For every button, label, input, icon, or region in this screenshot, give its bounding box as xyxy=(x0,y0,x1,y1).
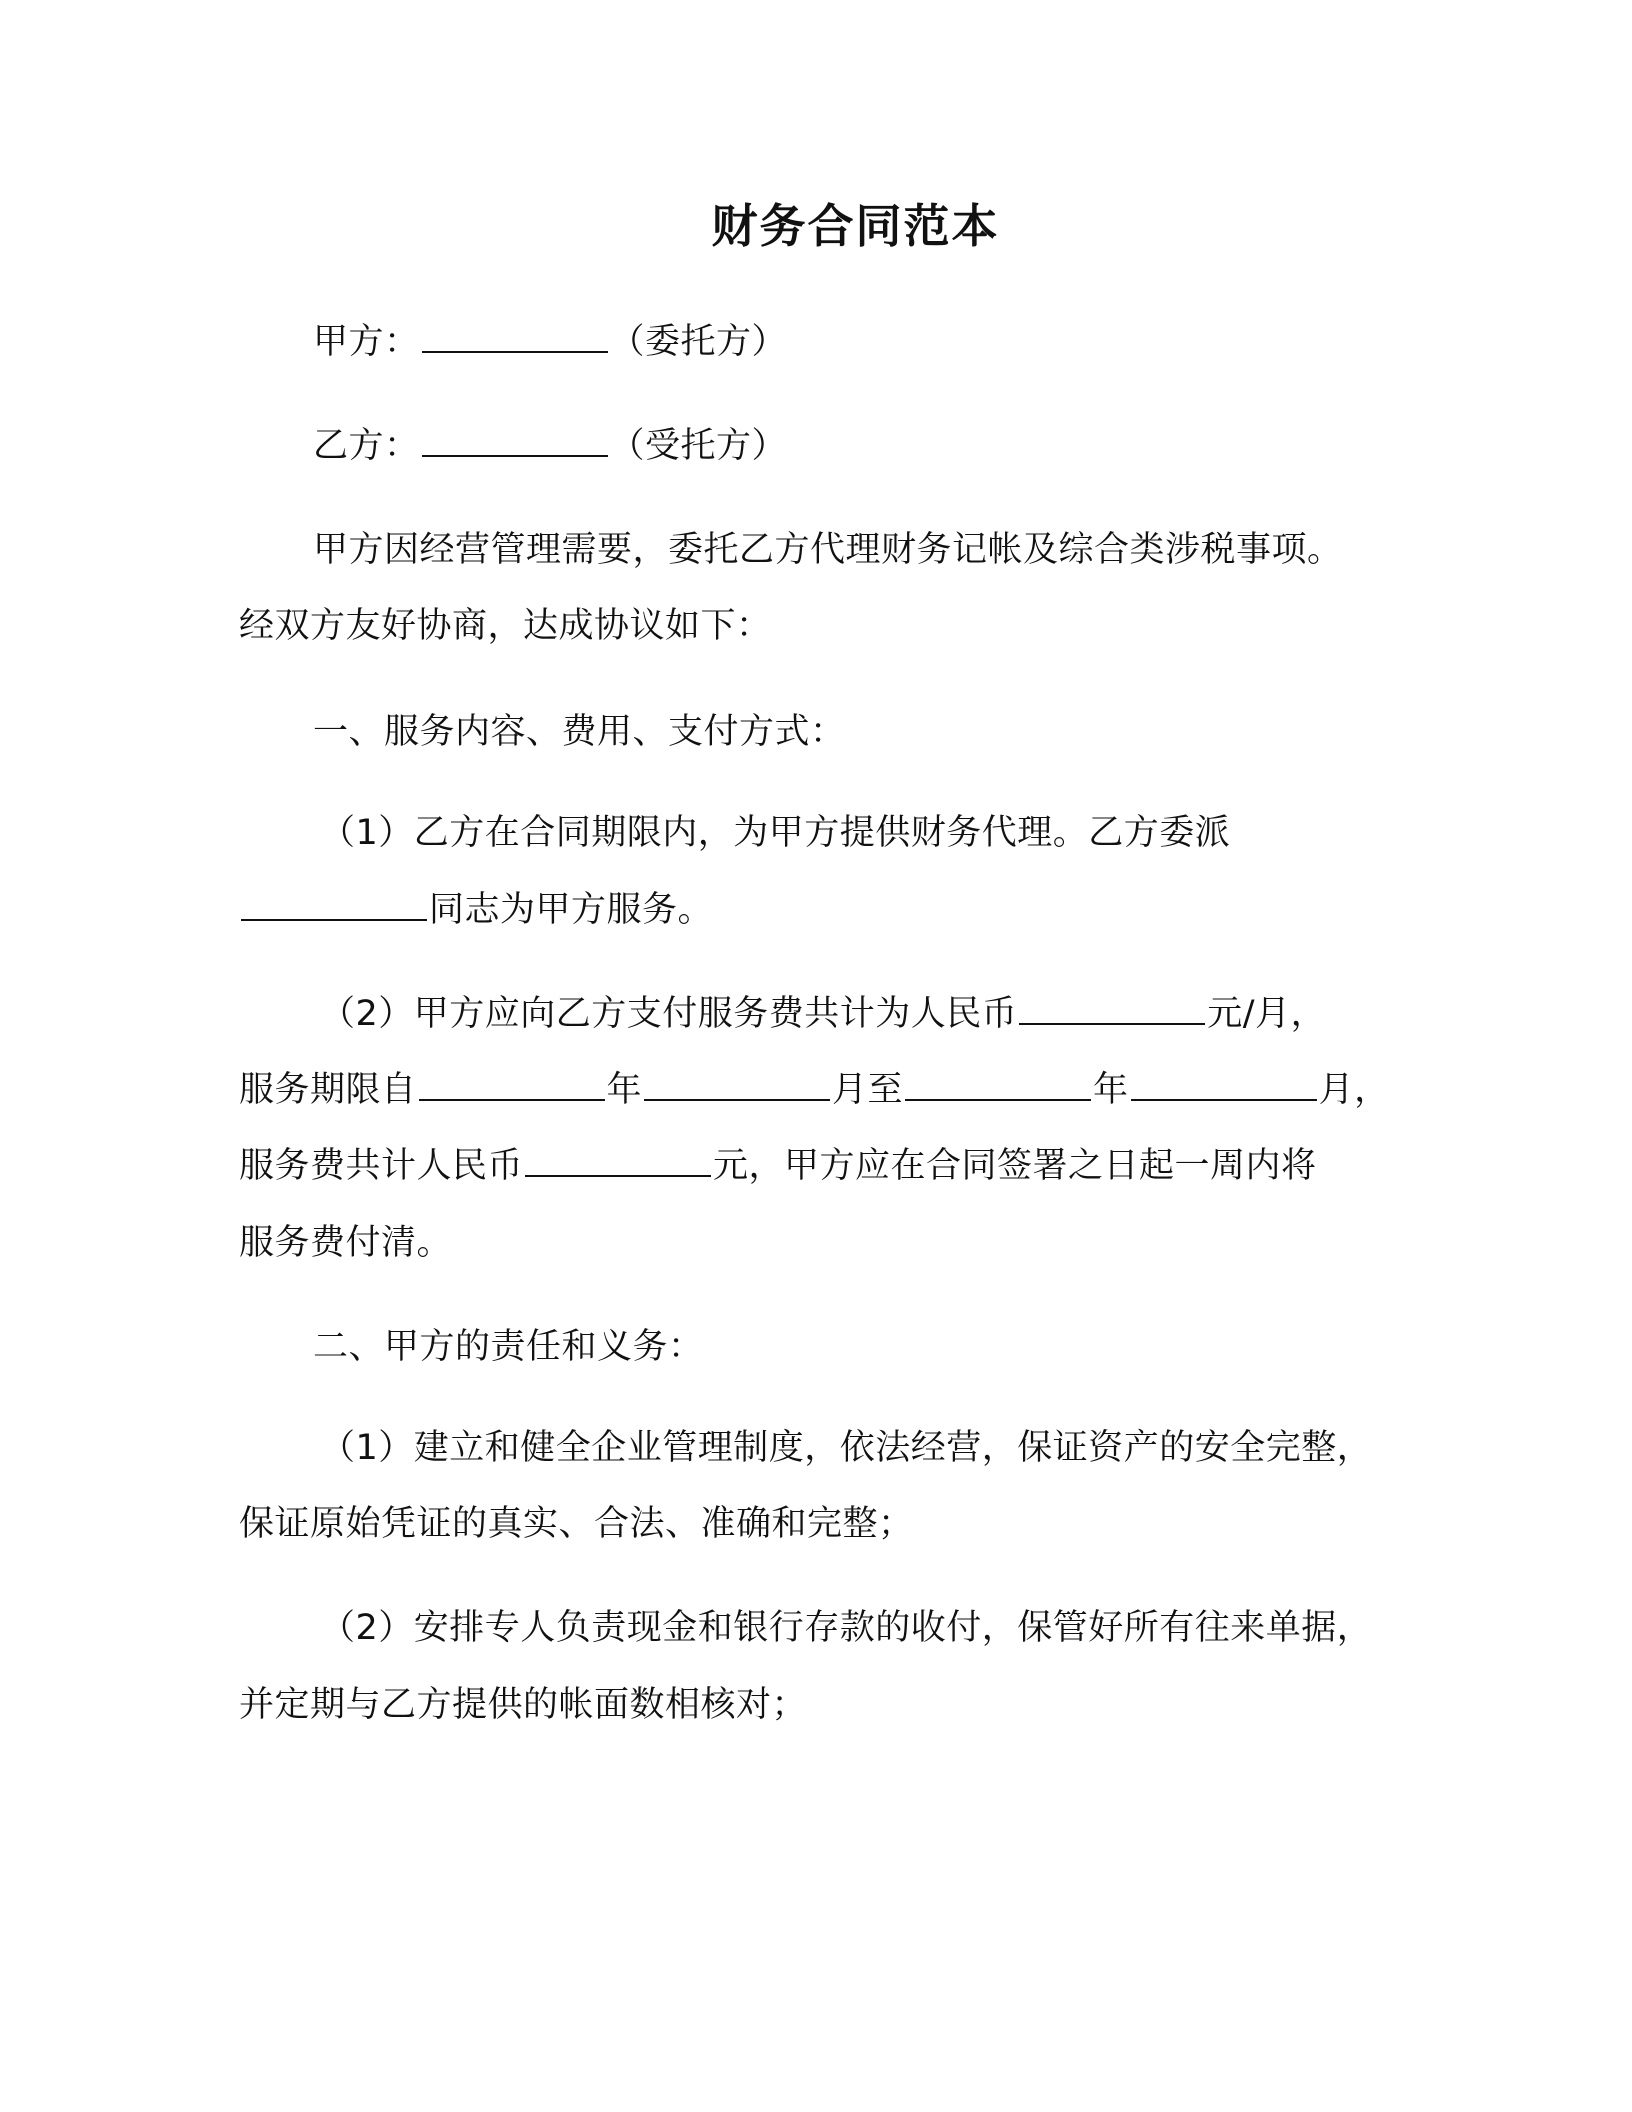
page-title: 财务合同范本 xyxy=(711,199,1000,253)
end-year-blank xyxy=(905,1069,1091,1101)
section1-item2-line3 xyxy=(239,1141,1317,1191)
party-b-role: （受托方） xyxy=(609,426,788,466)
party-b-label: 乙方： xyxy=(313,426,420,466)
start-month-label: 月至 xyxy=(832,1070,904,1110)
section1-heading: 一、服务内容、费用、支付方式： xyxy=(313,712,846,752)
party-a-label: 甲方： xyxy=(313,322,420,362)
party-b-blank xyxy=(422,425,608,457)
start-year-label: 年 xyxy=(606,1070,643,1110)
section2-item2-line1: （2）安排专人负责现金和银行存款的收付，保管好所有往来单据， xyxy=(320,1608,1373,1648)
party-a-role: （委托方） xyxy=(609,322,788,362)
section2-item1-line2: 保证原始凭证的真实、合法、准确和完整； xyxy=(239,1504,914,1544)
fee-monthly-prefix: （2）甲方应向乙方支付服务费共计为人民币 xyxy=(320,994,1018,1034)
section2-heading: 二、甲方的责任和义务： xyxy=(313,1327,704,1367)
start-month-blank xyxy=(644,1069,830,1101)
section2-item2-line2: 并定期与乙方提供的帐面数相核对； xyxy=(239,1685,808,1725)
end-month-blank xyxy=(1131,1069,1317,1101)
party-a-line xyxy=(313,317,787,367)
end-month-label: 月， xyxy=(1318,1070,1390,1110)
section1-item2-line2 xyxy=(239,1065,1390,1115)
assignee-blank xyxy=(241,889,427,921)
fee-total-prefix: 服务费共计人民币 xyxy=(239,1146,524,1186)
party-b-line xyxy=(313,421,787,471)
fee-total-blank xyxy=(525,1145,711,1177)
intro-line-2: 经双方友好协商，达成协议如下： xyxy=(239,606,772,646)
section1-item1-line1: （1）乙方在合同期限内，为甲方提供财务代理。乙方委派 xyxy=(320,813,1231,853)
section1-item2-line4: 服务费付清。 xyxy=(239,1223,453,1263)
section2-item1-line1: （1）建立和健全企业管理制度，依法经营，保证资产的安全完整， xyxy=(320,1428,1373,1468)
section1-item2-line1 xyxy=(320,989,1326,1039)
party-a-blank xyxy=(422,321,608,353)
fee-monthly-blank xyxy=(1019,993,1205,1025)
intro-line-1: 甲方因经营管理需要，委托乙方代理财务记帐及综合类涉税事项。 xyxy=(313,530,1343,570)
start-year-blank xyxy=(419,1069,605,1101)
section1-item1-line2 xyxy=(239,885,713,935)
end-year-label: 年 xyxy=(1093,1070,1129,1110)
fee-total-suffix: 元，甲方应在合同签署之日起一周内将 xyxy=(713,1146,1317,1186)
fee-monthly-suffix: 元/月， xyxy=(1207,994,1327,1034)
term-prefix: 服务期限自 xyxy=(239,1070,417,1110)
section1-item1-suffix: 同志为甲方服务。 xyxy=(429,890,714,930)
